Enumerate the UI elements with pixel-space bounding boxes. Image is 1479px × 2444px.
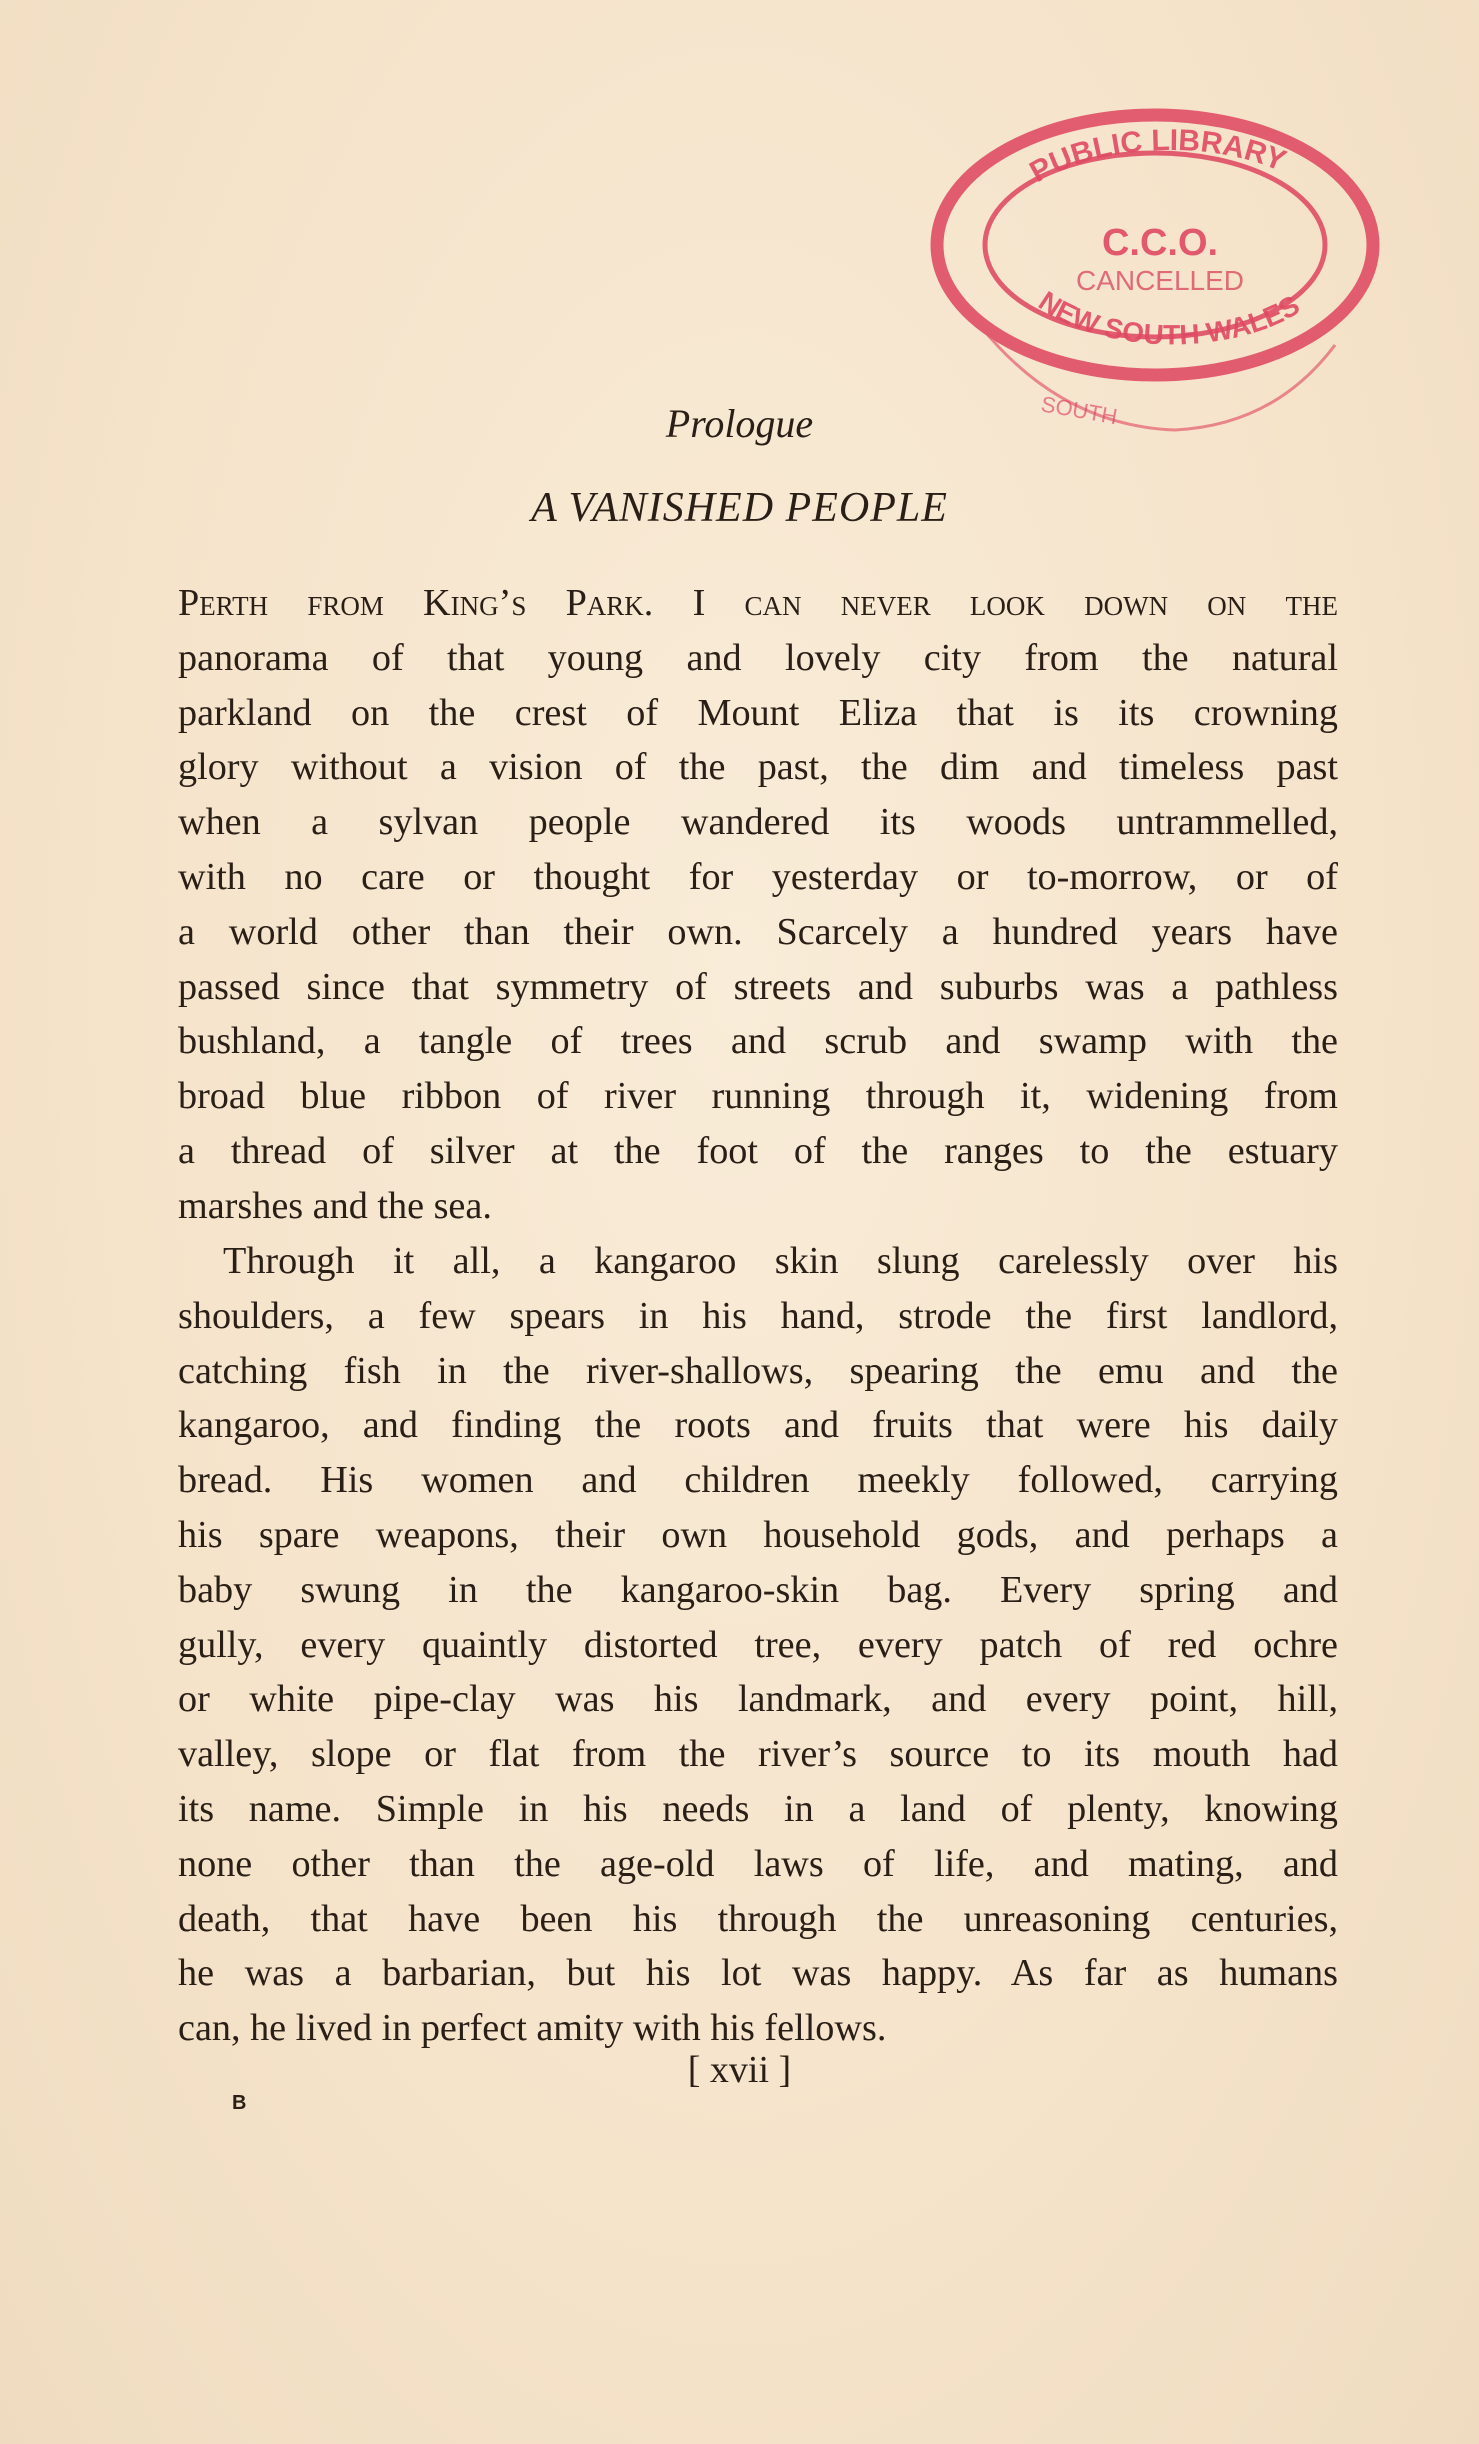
paragraph-2	[178, 1234, 1338, 2056]
text-line: none other than the age-old laws of life, and mating, and	[178, 1842, 1338, 1885]
text-line: or white pipe-clay was his landmark, and every point, hill,	[178, 1678, 1338, 1721]
text-line: broad blue ribbon of river running through it, widening from	[178, 1075, 1338, 1118]
text-line: glory without a vision of the past, the dim and timeless past	[178, 746, 1338, 789]
stamp-cancelled: CANCELLED	[1075, 265, 1245, 296]
text-line: valley, slope or flat from the river’s source to its mouth had	[178, 1733, 1338, 1776]
text-line: bread. His women and children meekly followed, carrying	[178, 1459, 1338, 1502]
chapter-title: A VANISHED PEOPLE	[531, 485, 948, 531]
text-line: panorama of that young and lovely city from the natural	[178, 636, 1338, 679]
text-line: gully, every quaintly distorted tree, every patch of red ochre	[178, 1623, 1338, 1666]
text-line: a world other than their own. Scarcely a hundred years have	[178, 910, 1338, 953]
signature-mark: B	[232, 2092, 247, 2114]
prologue-heading: Prologue	[665, 401, 814, 446]
text-line: kangaroo, and finding the roots and fruits that were his daily	[178, 1404, 1338, 1447]
text-line: baby swung in the kangaroo-skin bag. Every spring and	[178, 1568, 1338, 1611]
stamp-bottom-text: NEW SOUTH WALES	[1033, 285, 1305, 351]
text-line: can, he lived in perfect amity with his fellows.	[178, 2007, 887, 2050]
stamp-outer-text: SOUTH	[1039, 391, 1120, 430]
text-line: his spare weapons, their own household gods, and perhaps a	[178, 1513, 1338, 1556]
text-line: Through it all, a kangaroo skin slung carelessly over his	[223, 1240, 1338, 1282]
opening-small-caps: Perth from King’s Park. I can never look down on the	[178, 582, 1338, 624]
text-line: bushland, a tangle of trees and scrub and swamp with the	[178, 1020, 1338, 1063]
text-line: parkland on the crest of Mount Eliza that is its crowning	[178, 691, 1338, 734]
stamp-code: C.C.O.	[1101, 222, 1219, 264]
paragraph-1	[178, 576, 1338, 1234]
text-line: with no care or thought for yesterday or to-morrow, or of	[178, 855, 1338, 898]
text-line: catching fish in the river-shallows, spearing the emu and the	[178, 1349, 1338, 1392]
text-line: its name. Simple in his needs in a land of plenty, knowing	[178, 1787, 1338, 1830]
text-line: passed since that symmetry of streets and suburbs was a pathless	[178, 965, 1338, 1008]
text-line: shoulders, a few spears in his hand, strode the first landlord,	[178, 1294, 1338, 1337]
page-number: [ xvii ]	[687, 2049, 792, 2091]
text-line: he was a barbarian, but his lot was happy. As far as humans	[178, 1952, 1338, 1995]
text-line: when a sylvan people wandered its woods untrammelled,	[178, 801, 1338, 844]
text-line: a thread of silver at the foot of the ranges to the estuary	[178, 1129, 1338, 1172]
stamp-top-text: PUBLIC LIBRARY	[1024, 123, 1291, 190]
text-line	[178, 576, 1338, 631]
text-line: death, that have been his through the unreasoning centuries,	[178, 1897, 1338, 1940]
text-line: marshes and the sea.	[178, 1184, 492, 1227]
